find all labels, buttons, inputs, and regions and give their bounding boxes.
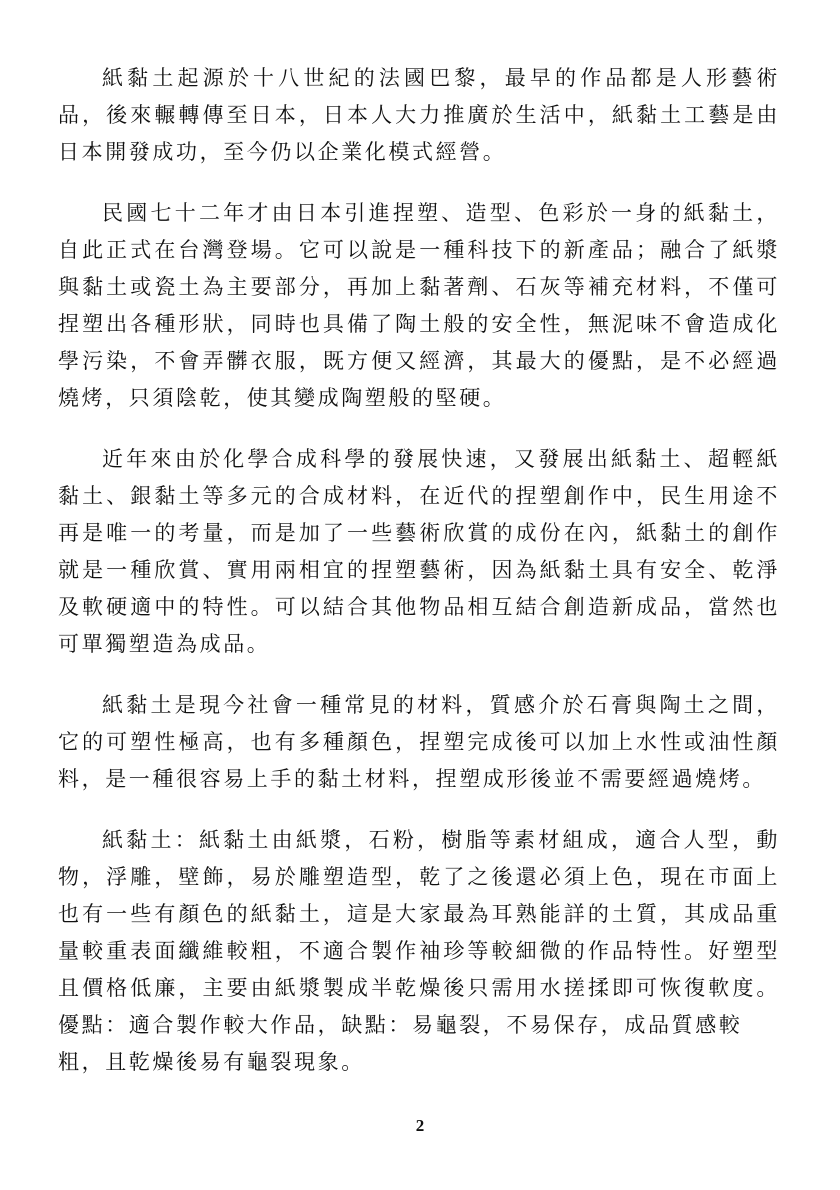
text-line: 近年來由於化學合成科學的發展快速，又發展出紙黏土、超輕紙: [102, 447, 780, 471]
text-line: 民國七十二年才由日本引進捏塑、造型、色彩於一身的紙黏土，: [102, 201, 780, 225]
text-line: 捏塑出各種形狀，同時也具備了陶土般的安全性，無泥味不會造成化: [58, 312, 780, 336]
paragraph-modern-development: [58, 441, 780, 663]
paragraph-origin: [58, 60, 780, 171]
text-line: 料，是一種很容易上手的黏土材料，捏塑成形後並不需要經過燒烤。: [58, 767, 766, 791]
paragraph-taiwan-introduction: [58, 195, 780, 417]
page-number: 2: [415, 1116, 425, 1135]
text-line: 就是一種欣賞、實用兩相宜的捏塑藝術，因為紙黏土具有安全、乾淨: [58, 558, 780, 582]
text-line: 且價格低廉，主要由紙漿製成半乾燥後只需用水搓揉即可恢復軟度。: [58, 976, 780, 1000]
text-line: 學污染，不會弄髒衣服，既方便又經濟，其最大的優點，是不必經過: [58, 349, 780, 373]
text-line: 自此正式在台灣登場。它可以說是一種科技下的新產品；融合了紙漿: [58, 238, 780, 262]
paragraph-material-properties: [58, 687, 780, 798]
text-line: 品，後來輾轉傳至日本，日本人大力推廣於生活中，紙黏土工藝是由: [58, 103, 780, 127]
text-line: 黏土、銀黏土等多元的合成材料，在近代的捏塑創作中，民生用途不: [58, 484, 780, 508]
body-text: [58, 60, 780, 1105]
text-line: 再是唯一的考量，而是加了一些藝術欣賞的成份在內，紙黏土的創作: [58, 521, 780, 545]
text-line: 紙黏土是現今社會一種常見的材料，質感介於石膏與陶土之間，: [102, 693, 780, 717]
text-line: 物，浮雕，壁飾，易於雕塑造型，乾了之後還必須上色，現在市面上: [58, 865, 780, 889]
text-line: 及軟硬適中的特性。可以結合其他物品相互結合創造新成品，當然也: [58, 595, 780, 619]
text-line: 優點：適合製作較大作品，缺點：易龜裂，不易保存，成品質感較: [58, 1013, 743, 1037]
text-line: 日本開發成功，至今仍以企業化模式經營。: [58, 140, 507, 164]
text-line: 可單獨塑造為成品。: [58, 632, 271, 656]
text-line: 紙黏土：紙黏土由紙漿，石粉，樹脂等素材組成，適合人型，動: [102, 828, 780, 852]
text-line: 它的可塑性極高，也有多種顏色，捏塑完成後可以加上水性或油性顏: [58, 730, 780, 754]
text-line: 燒烤，只須陰乾，使其變成陶塑般的堅硬。: [58, 386, 507, 410]
text-line: 也有一些有顏色的紙黏土，這是大家最為耳熟能詳的土質，其成品重: [58, 902, 780, 926]
paragraph-paper-clay-definition: [58, 822, 780, 1081]
text-line: 粗，且乾燥後易有龜裂現象。: [58, 1050, 365, 1074]
text-line: 量較重表面纖維較粗，不適合製作袖珍等較細微的作品特性。好塑型: [58, 939, 780, 963]
text-line: 與黏土或瓷土為主要部分，再加上黏著劑、石灰等補充材料，不僅可: [58, 275, 780, 299]
text-line: 紙黏土起源於十八世紀的法國巴黎，最早的作品都是人形藝術: [102, 66, 780, 90]
